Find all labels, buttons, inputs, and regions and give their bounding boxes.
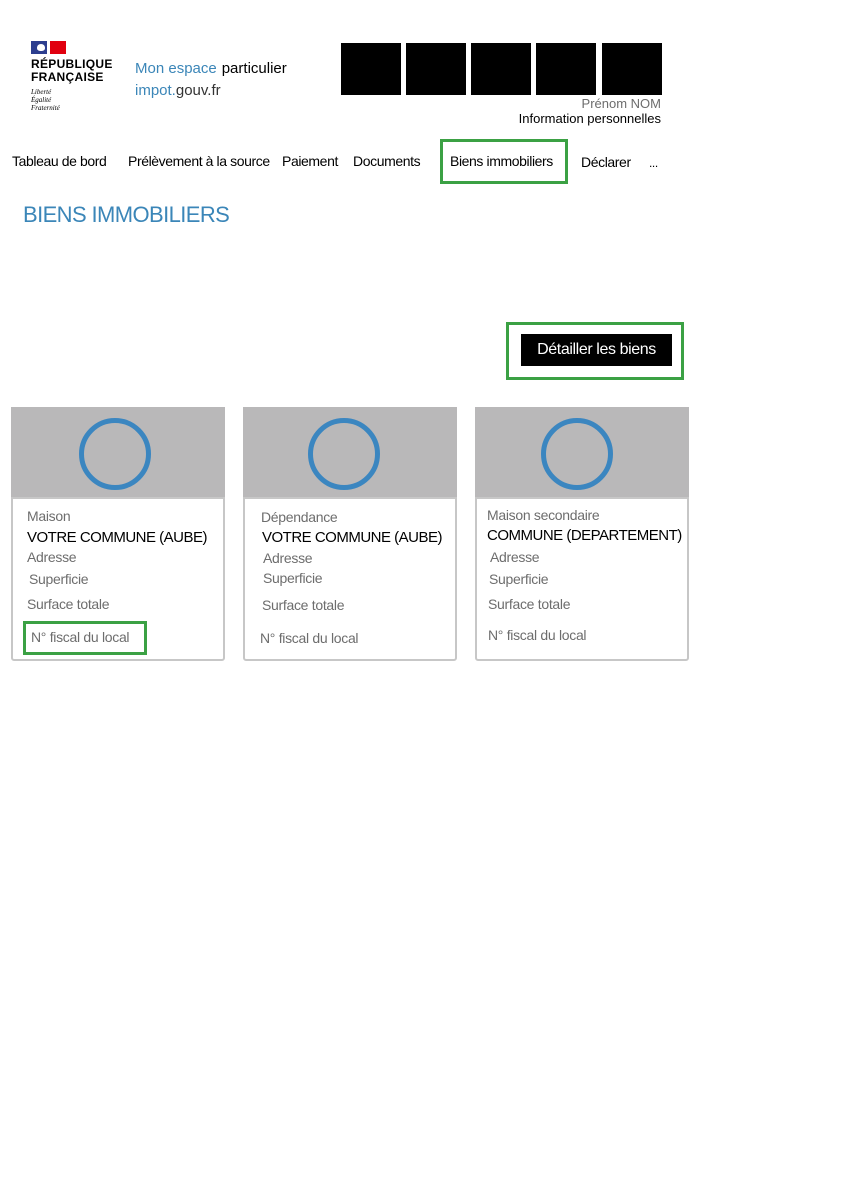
- detailler-biens-button[interactable]: Détailler les biens: [521, 334, 672, 366]
- property-circle-icon: [541, 418, 613, 490]
- redacted-block: [341, 43, 401, 95]
- redacted-block: [602, 43, 662, 95]
- redacted-block: [536, 43, 596, 95]
- brand-domain[interactable]: [135, 82, 221, 99]
- property-fiscal-number[interactable]: N° fiscal du local: [31, 629, 130, 645]
- nav-tableau-de-bord[interactable]: Tableau de bord: [12, 153, 107, 169]
- user-name[interactable]: Prénom NOM: [581, 96, 661, 111]
- property-superficie: Superficie: [29, 571, 89, 587]
- property-card-dependance[interactable]: [243, 407, 457, 661]
- card-header: [243, 407, 457, 499]
- marianne-flag-logo: [31, 41, 66, 54]
- property-card-maison[interactable]: [11, 407, 225, 661]
- republic-motto: [31, 88, 60, 112]
- property-adresse: Adresse: [27, 549, 77, 565]
- motto-fraternite: Fraternité: [31, 104, 60, 112]
- card-header: [475, 407, 689, 499]
- property-circle-icon: [79, 418, 151, 490]
- nav-declarer[interactable]: Déclarer: [581, 154, 631, 170]
- property-superficie: Superficie: [263, 570, 323, 586]
- brand-gouv-text: gouv.fr: [175, 82, 221, 99]
- page-title: BIENS IMMOBILIERS: [23, 202, 230, 227]
- property-adresse: Adresse: [263, 550, 313, 566]
- property-type: Maison secondaire: [487, 507, 600, 523]
- property-superficie: Superficie: [489, 571, 549, 587]
- republique-line: RÉPUBLIQUE: [31, 57, 113, 71]
- brand-mon-espace[interactable]: [135, 60, 287, 77]
- property-type: Dépendance: [261, 509, 338, 525]
- user-info-link[interactable]: Information personnelles: [518, 111, 661, 126]
- card-body: [11, 497, 225, 661]
- property-fiscal-number[interactable]: N° fiscal du local: [488, 627, 587, 643]
- redacted-block: [406, 43, 466, 95]
- motto-egalite: Égalité: [31, 96, 52, 104]
- card-body: [475, 497, 689, 661]
- brand-particulier-text: particulier: [221, 60, 287, 77]
- property-commune: VOTRE COMMUNE (AUBE): [262, 529, 443, 546]
- nav-documents[interactable]: Documents: [353, 153, 421, 169]
- brand-mon-espace-text: Mon espace: [135, 60, 217, 77]
- property-type: Maison: [27, 508, 71, 524]
- property-commune: COMMUNE (DEPARTEMENT): [487, 527, 682, 544]
- brand-impot-text: impot.: [135, 82, 176, 99]
- card-header: [11, 407, 225, 499]
- nav-paiement[interactable]: Paiement: [282, 153, 338, 169]
- nav-biens-immobiliers[interactable]: Biens immobiliers: [450, 153, 553, 169]
- property-surface-totale: Surface totale: [262, 597, 345, 613]
- property-fiscal-number[interactable]: N° fiscal du local: [260, 630, 359, 646]
- property-surface-totale: Surface totale: [27, 596, 110, 612]
- property-card-maison-secondaire[interactable]: [475, 407, 689, 661]
- property-circle-icon: [308, 418, 380, 490]
- card-body: [243, 497, 457, 661]
- nav-prelevement[interactable]: Prélèvement à la source: [128, 153, 270, 169]
- property-surface-totale: Surface totale: [488, 596, 571, 612]
- nav-more[interactable]: ...: [649, 156, 658, 170]
- motto-liberte: Liberté: [31, 88, 52, 96]
- redacted-block: [471, 43, 531, 95]
- republique-francaise-title: [31, 58, 113, 84]
- property-adresse: Adresse: [490, 549, 540, 565]
- francaise-line: FRANÇAISE: [31, 70, 104, 84]
- property-commune: VOTRE COMMUNE (AUBE): [27, 529, 208, 546]
